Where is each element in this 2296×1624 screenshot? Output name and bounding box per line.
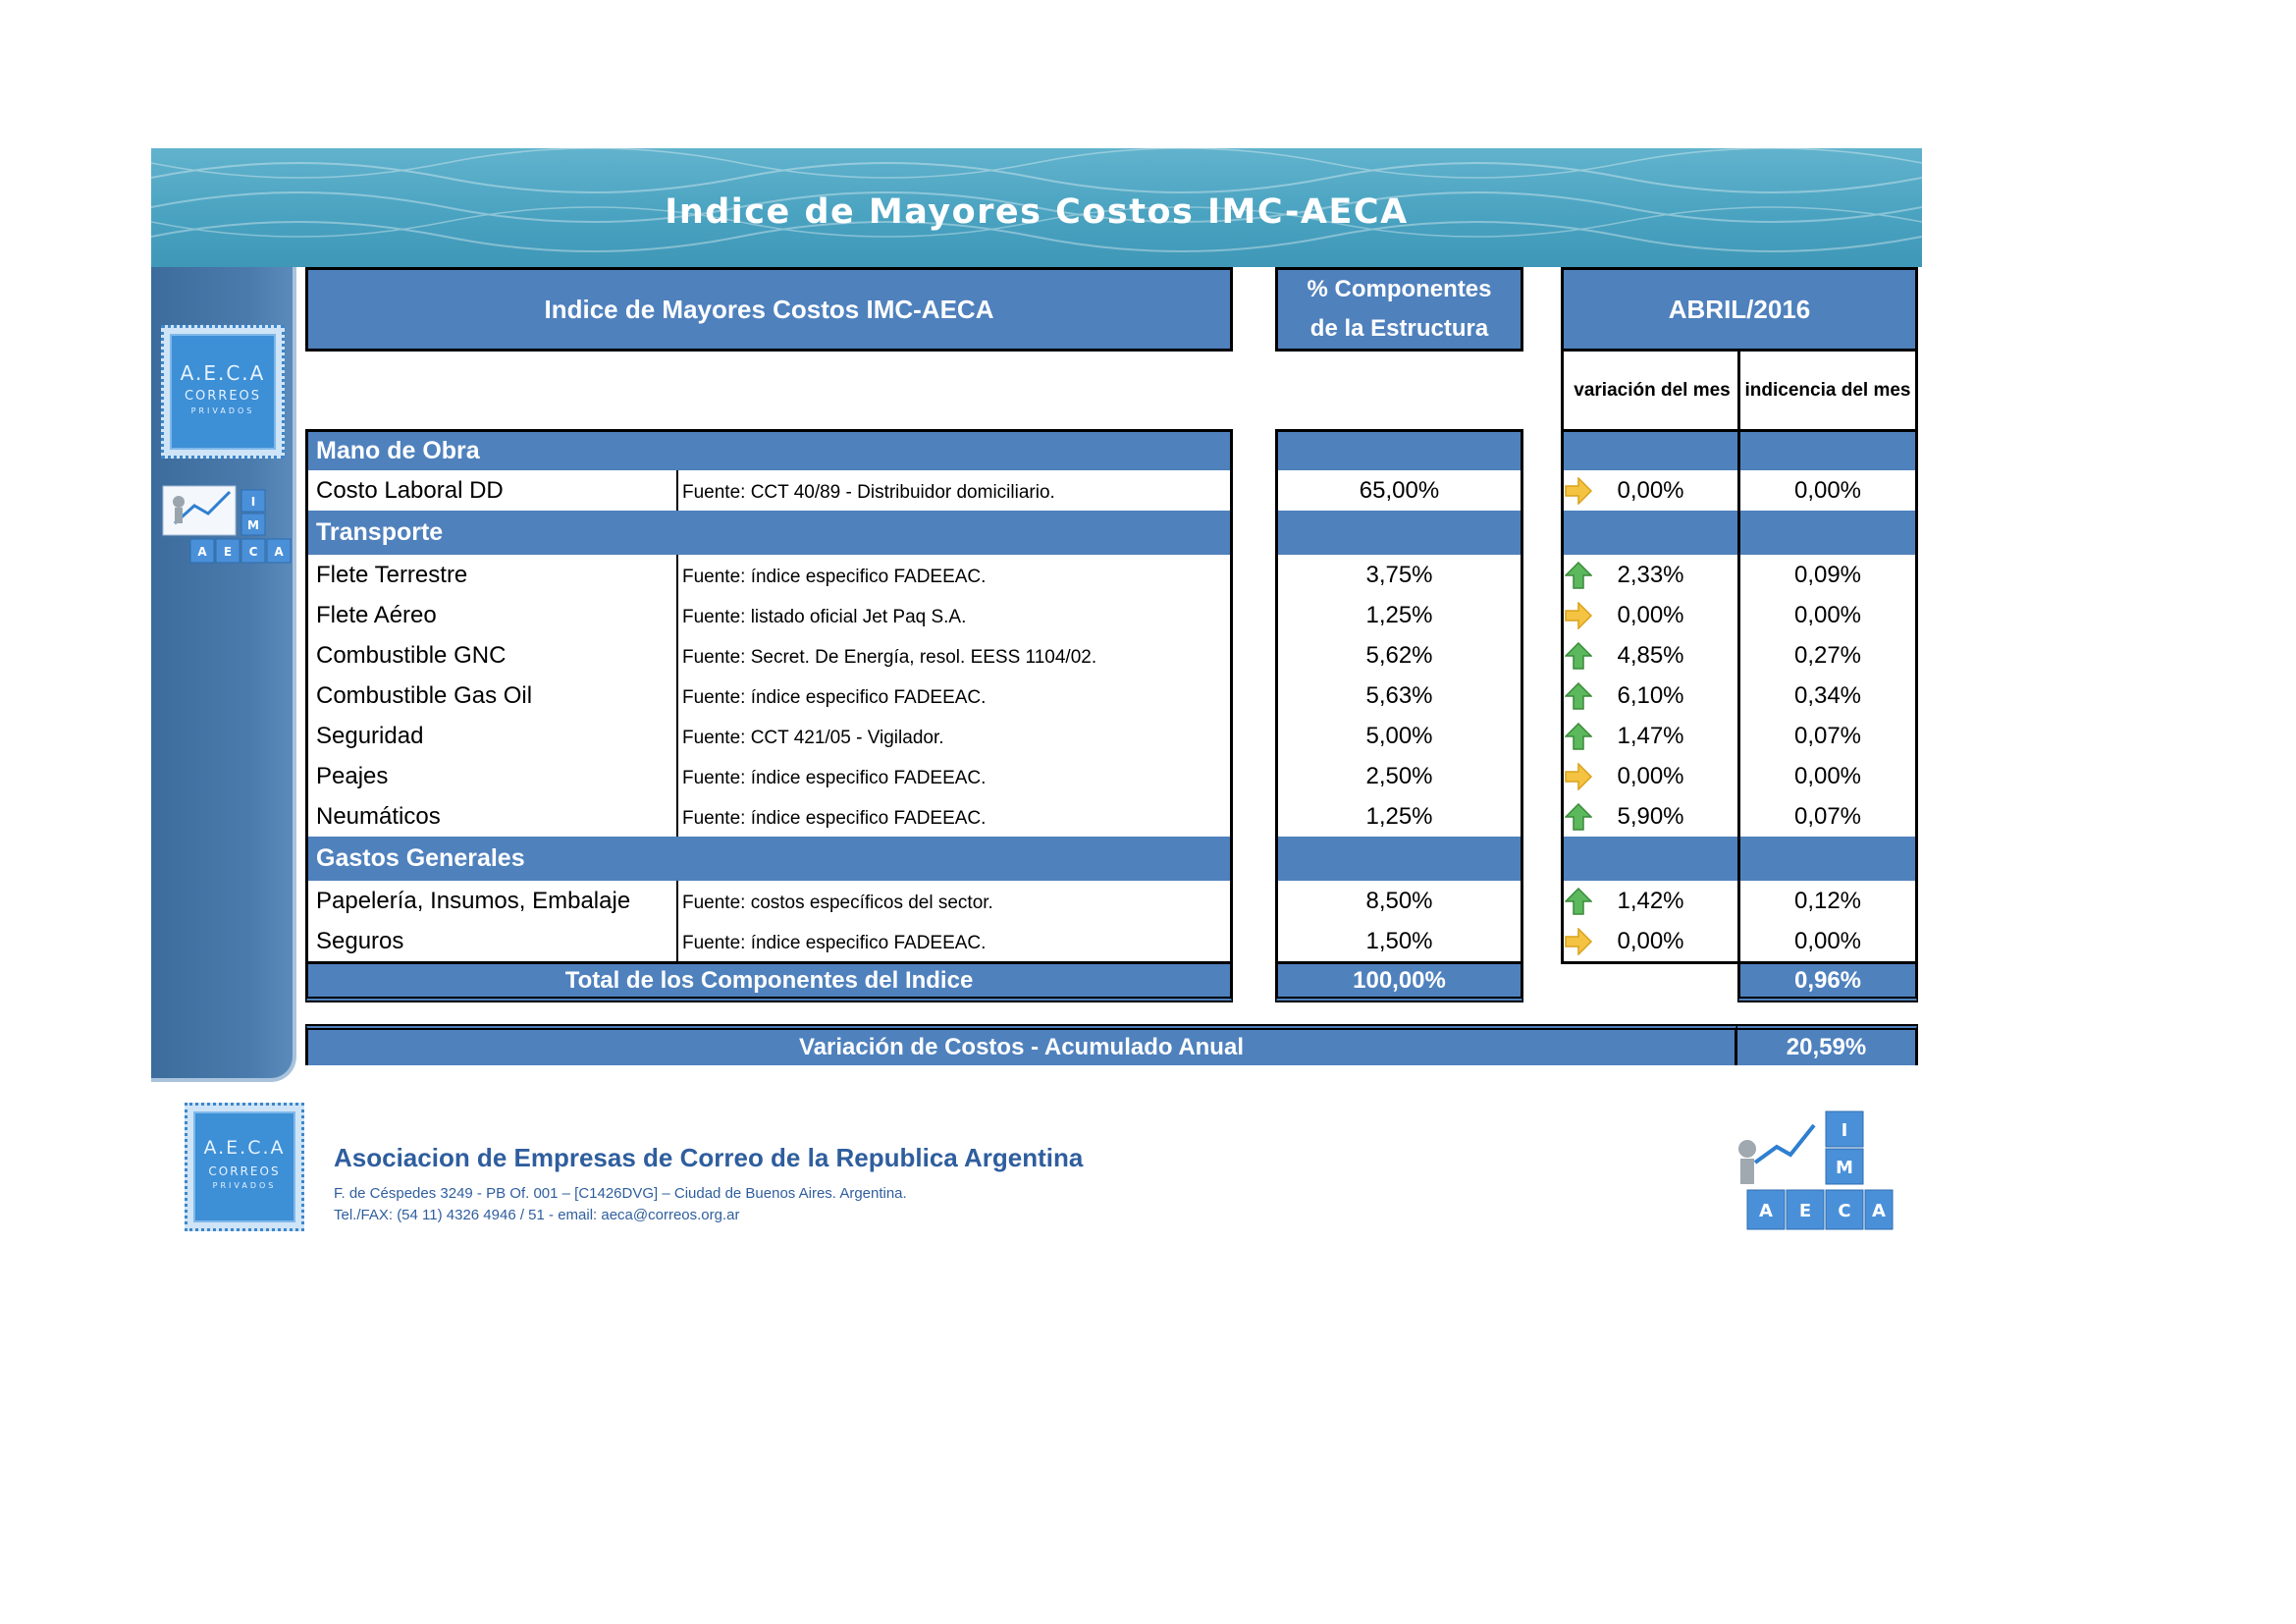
row-incidencia: 0,07%: [1737, 796, 1918, 837]
row-name: Flete Terrestre: [305, 555, 676, 595]
banner-title: Indice de Mayores Costos IMC-AECA: [665, 192, 1409, 232]
row-pct: 5,00%: [1275, 716, 1523, 756]
section-pct-fill: [1275, 511, 1523, 555]
row-pct: 1,50%: [1275, 921, 1523, 961]
total-incidencia: 0,96%: [1737, 961, 1918, 1002]
header-pct-line1: % Componentes: [1307, 276, 1492, 302]
row-variacion: 1,47%: [1617, 722, 1684, 749]
svg-text:E: E: [1798, 1201, 1812, 1221]
row-variacion: 4,85%: [1617, 641, 1684, 669]
imc-aeca-logo-icon: [161, 484, 292, 570]
subheader-incidencia: indicencia del mes: [1737, 352, 1918, 432]
row-pct: 1,25%: [1275, 595, 1523, 635]
section-pct-fill: [1275, 432, 1523, 470]
row-source: Fuente: índice especifico FADEEAC.: [676, 921, 1233, 961]
row-pct: 1,25%: [1275, 796, 1523, 837]
row-name: Combustible Gas Oil: [305, 676, 676, 716]
footer-logo-text-privados: PRIVADOS: [212, 1181, 277, 1190]
section-var-fill: [1561, 511, 1737, 555]
section-header: Mano de Obra: [305, 432, 1233, 470]
row-source: Fuente: listado oficial Jet Paq S.A.: [676, 595, 1233, 635]
row-incidencia: 0,34%: [1737, 676, 1918, 716]
row-incidencia: 0,00%: [1737, 470, 1918, 511]
arrow-up-icon: [1565, 682, 1592, 710]
row-pct: 2,50%: [1275, 756, 1523, 796]
table-header-title: Indice de Mayores Costos IMC-AECA: [305, 267, 1233, 352]
annual-label: Variación de Costos - Acumulado Anual: [305, 1024, 1737, 1065]
section-var-fill: [1561, 432, 1737, 470]
row-incidencia: 0,09%: [1737, 555, 1918, 595]
footer-logo-text-correos: CORREOS: [208, 1164, 281, 1178]
row-variacion: 6,10%: [1617, 681, 1684, 709]
row-source: Fuente: costos específicos del sector.: [676, 881, 1233, 921]
row-variacion: 0,00%: [1617, 927, 1684, 954]
row-incidencia: 0,27%: [1737, 635, 1918, 676]
logo-text-aeca: A.E.C.A: [180, 361, 266, 385]
section-pct-fill: [1275, 837, 1523, 881]
row-name: Papelería, Insumos, Embalaje: [305, 881, 676, 921]
svg-text:I: I: [250, 495, 256, 509]
footer-logo-text-aeca: A.E.C.A: [203, 1137, 286, 1159]
footer-aeca-logo: [185, 1103, 304, 1231]
aeca-logo: [161, 325, 285, 459]
arrow-up-icon: [1565, 803, 1592, 831]
svg-text:A: A: [197, 545, 207, 559]
arrow-right-icon: [1565, 602, 1592, 629]
row-pct: 65,00%: [1275, 470, 1523, 511]
org-name: Asociacion de Empresas de Correo de la Republica Argentina: [334, 1143, 1084, 1172]
section-inc-fill: [1737, 511, 1918, 555]
org-contact: Tel./FAX: (54 11) 4326 4946 / 51 - email: aeca@correos.org.ar: [334, 1207, 740, 1223]
svg-text:C: C: [248, 545, 258, 559]
row-source: Fuente: índice especifico FADEEAC.: [676, 676, 1233, 716]
row-pct: 8,50%: [1275, 881, 1523, 921]
section-header: Gastos Generales: [305, 837, 1233, 881]
row-variacion: 0,00%: [1617, 762, 1684, 789]
row-pct: 5,63%: [1275, 676, 1523, 716]
svg-text:A: A: [274, 545, 284, 559]
row-variacion: 1,42%: [1617, 887, 1684, 914]
logo-text-privados: PRIVADOS: [190, 406, 255, 415]
row-pct: 3,75%: [1275, 555, 1523, 595]
svg-text:A: A: [1759, 1201, 1773, 1221]
section-inc-fill: [1737, 837, 1918, 881]
row-incidencia: 0,00%: [1737, 756, 1918, 796]
section-header: Transporte: [305, 511, 1233, 555]
row-variacion: 0,00%: [1617, 476, 1684, 504]
arrow-up-icon: [1565, 723, 1592, 750]
row-name: Combustible GNC: [305, 635, 676, 676]
var-bottom-rule: [1561, 961, 1740, 964]
row-incidencia: 0,00%: [1737, 595, 1918, 635]
total-label: Total de los Componentes del Indice: [305, 961, 1233, 1002]
arrow-up-icon: [1565, 562, 1592, 589]
annual-value: 20,59%: [1737, 1024, 1918, 1065]
row-name: Peajes: [305, 756, 676, 796]
svg-text:I: I: [1841, 1120, 1848, 1141]
row-variacion: 2,33%: [1617, 561, 1684, 588]
row-source: Fuente: Secret. De Energía, resol. EESS 1104/02.: [676, 635, 1233, 676]
row-incidencia: 0,00%: [1737, 921, 1918, 961]
svg-text:C: C: [1838, 1201, 1851, 1221]
arrow-right-icon: [1565, 477, 1592, 505]
subheader-variacion: variación del mes: [1561, 352, 1740, 432]
row-name: Costo Laboral DD: [305, 470, 676, 511]
row-name: Seguridad: [305, 716, 676, 756]
svg-text:M: M: [1836, 1158, 1853, 1178]
row-name: Seguros: [305, 921, 676, 961]
section-var-fill: [1561, 837, 1737, 881]
arrow-right-icon: [1565, 763, 1592, 790]
row-source: Fuente: índice especifico FADEEAC.: [676, 796, 1233, 837]
row-source: Fuente: índice especifico FADEEAC.: [676, 756, 1233, 796]
table-header-pct: [1275, 267, 1523, 352]
row-variacion: 5,90%: [1617, 802, 1684, 830]
arrow-up-icon: [1565, 888, 1592, 915]
footer-imc-aeca-logo-icon: [1726, 1104, 1895, 1237]
arrow-right-icon: [1565, 928, 1592, 955]
total-pct: 100,00%: [1275, 961, 1523, 1002]
row-source: Fuente: CCT 40/89 - Distribuidor domiciliario.: [676, 470, 1233, 511]
table-header-period: ABRIL/2016: [1561, 267, 1918, 352]
svg-text:E: E: [223, 545, 233, 559]
row-pct: 5,62%: [1275, 635, 1523, 676]
svg-text:A: A: [1872, 1201, 1886, 1221]
logo-text-correos: CORREOS: [184, 389, 262, 404]
row-name: Neumáticos: [305, 796, 676, 837]
row-source: Fuente: índice especifico FADEEAC.: [676, 555, 1233, 595]
title-banner: [151, 148, 1922, 267]
svg-text:M: M: [247, 518, 259, 532]
row-incidencia: 0,12%: [1737, 881, 1918, 921]
row-name: Flete Aéreo: [305, 595, 676, 635]
row-variacion: 0,00%: [1617, 601, 1684, 628]
header-pct-line2: de la Estructura: [1309, 315, 1489, 342]
row-incidencia: 0,07%: [1737, 716, 1918, 756]
row-source: Fuente: CCT 421/05 - Vigilador.: [676, 716, 1233, 756]
arrow-up-icon: [1565, 642, 1592, 670]
section-inc-fill: [1737, 432, 1918, 470]
org-address: F. de Céspedes 3249 - PB Of. 001 – [C1426DVG] – Ciudad de Buenos Aires. Argentina.: [334, 1185, 907, 1202]
